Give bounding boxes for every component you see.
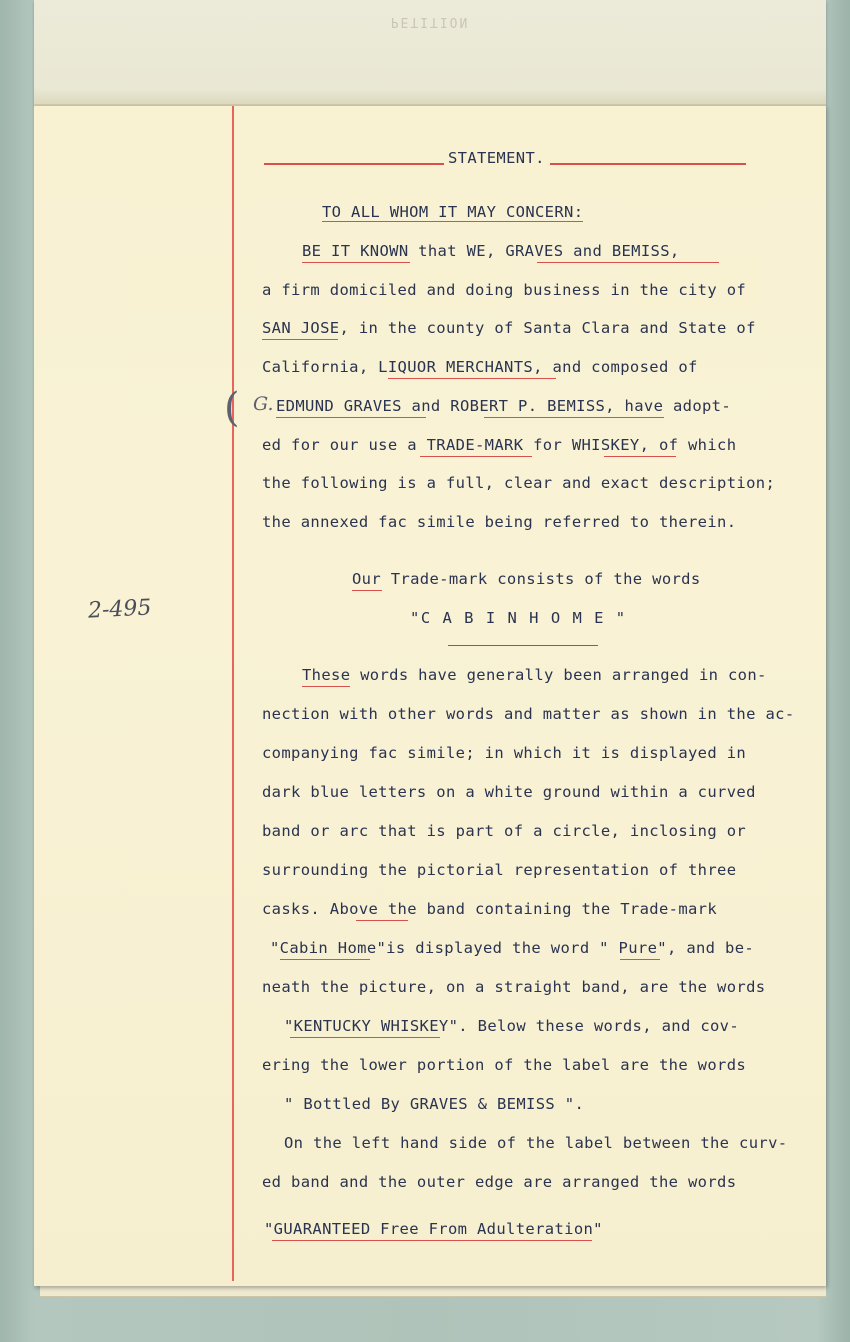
body-line-1: BE IT KNOWN that WE, GRAVES and BEMISS, xyxy=(302,242,680,260)
underline-be-it-known xyxy=(302,262,410,263)
body-line-4: California, LIQUOR MERCHANTS, and composed of xyxy=(262,358,698,376)
body-line-20: "KENTUCKY WHISKEY". Below these words, and cov- xyxy=(284,1017,740,1035)
body-line-23: On the left hand side of the label between the curv- xyxy=(284,1134,788,1152)
body-line-24: ed band and the outer edge are arranged the words xyxy=(262,1173,737,1191)
cover-label: PETITION xyxy=(390,14,470,29)
body-line-13: companying fac simile; in which it is displayed in xyxy=(262,744,747,762)
bracket-mark: ( xyxy=(224,385,240,431)
underline-our xyxy=(352,590,382,591)
body-line-2: a firm domiciled and doing business in the city of xyxy=(262,281,747,299)
body-line-18: "Cabin Home"is displayed the word " Pure", and be- xyxy=(270,939,755,957)
underline-graves-bemiss xyxy=(537,262,719,263)
handwritten-initial: G. xyxy=(253,393,274,415)
salutation-line xyxy=(322,203,583,221)
body-line-7: the following is a full, clear and exact description; xyxy=(262,474,776,492)
body-line-14: dark blue letters on a white ground within a curved xyxy=(262,783,756,801)
underline-pure xyxy=(620,959,660,960)
folded-cover-flap xyxy=(34,0,826,106)
page-number: 2-495 xyxy=(87,595,153,624)
body-line-17: casks. Above the band containing the Trade-mark xyxy=(262,900,718,918)
body-line-16: surrounding the pictorial representation of three xyxy=(262,861,737,879)
title-rule-right xyxy=(550,163,746,165)
body-line-25: "GUARANTEED Free From Adulteration" xyxy=(264,1220,603,1238)
underline-above xyxy=(356,920,408,921)
underline-these xyxy=(302,686,350,687)
underline-edmund-graves xyxy=(276,417,426,418)
trademark-name: "C A B I N H O M E " xyxy=(410,609,627,627)
body-line-12: nection with other words and matter as shown in the ac- xyxy=(262,705,795,723)
body-line-15: band or arc that is part of a circle, inclosing or xyxy=(262,822,747,840)
body-line-5: EDMUND GRAVES and ROBERT P. BEMISS, have adopt- xyxy=(276,397,732,415)
body-line-22: " Bottled By GRAVES & BEMISS ". xyxy=(284,1095,585,1113)
body-line-19: neath the picture, on a straight band, are the words xyxy=(262,978,766,996)
underline-san-jose xyxy=(262,339,338,340)
underline-liquor-merchants xyxy=(388,378,556,379)
margin-rule xyxy=(232,106,234,1281)
body-line-6: ed for our use a TRADE-MARK for WHISKEY, of which xyxy=(262,436,737,454)
underline-cabin-home xyxy=(280,959,370,960)
body-line-11: These words have generally been arranged in con- xyxy=(302,666,767,684)
body-line-3: SAN JOSE, in the county of Santa Clara and State of xyxy=(262,319,756,337)
trademark-intro: Our Trade-mark consists of the words xyxy=(352,570,701,588)
pencil-underline xyxy=(448,645,598,646)
statement-title: STATEMENT. xyxy=(448,149,545,167)
underline-guaranteed xyxy=(272,1240,592,1241)
underline-whiskey xyxy=(604,456,676,457)
body-line-8: the annexed fac simile being referred to therein. xyxy=(262,513,737,531)
underline-kentucky-whiskey xyxy=(290,1037,440,1038)
title-rule-left xyxy=(264,163,444,165)
underline-trade-mark xyxy=(420,456,532,457)
underline-robert-bemiss xyxy=(484,417,664,418)
salutation-text: TO ALL WHOM IT MAY CONCERN: xyxy=(322,203,584,221)
body-line-21: ering the lower portion of the label are the words xyxy=(262,1056,747,1074)
